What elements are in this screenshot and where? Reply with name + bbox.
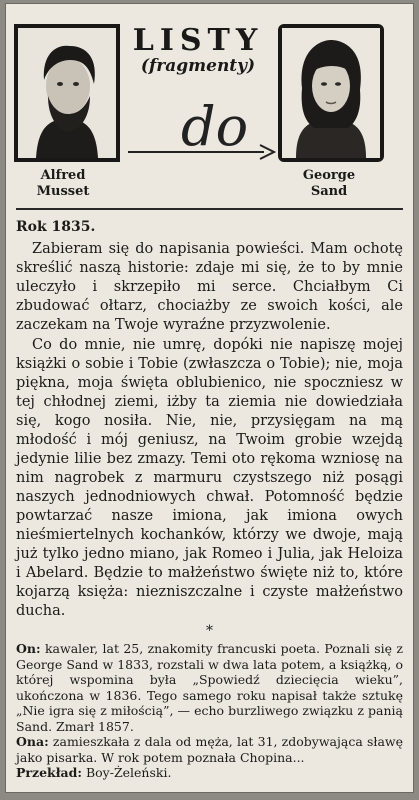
letter-body	[16, 218, 403, 781]
note-text: kawaler, lat 25, znakomity francuski poeta. Poznali się z George Sand w 1833, rozstali w dwa lata potem, a książką, o której wspomina była „Spowiedź dziecięcia wieku”, ukończona w 1836. Tego samego roku napisał także sztukę „Nie igra się z miłością”, — echo burzliwego związku z panią Sand. Zmarł 1857.	[16, 641, 403, 734]
author-name-sand	[274, 168, 384, 200]
first-name: Alfred	[40, 168, 86, 183]
note-label: On:	[16, 641, 41, 656]
note-text: zamieszkała z dala od męża, lat 31, zdobywająca sławę jako pisarka. W rok potem poznała Chopina...	[16, 734, 403, 765]
letter-date: Rok 1835.	[16, 219, 96, 235]
paragraph: Co do mnie, nie umrę, dopóki nie napiszę mojej książki o sobie i Tobie (zwłaszcza o Tobie); nie, moja piękna, moja święta oblubienico, nie spoczniesz w tej chłodnej ziemi, iżby ta ziemia nie dowiedziała się, kogo nosiła. Nie, nie, przysięgam na mą młodość i mój geniusz, na Twoim grobie wzejdą jedynie lilie bez zmazy. Temi oto rękoma wzniosę na nim nagrobek z marmuru czystszego niż posągi naszych jednodniowych chwał. Potomność będzie powtarzać nasze imiona, jak imiona owych nieśmiertelnych kochanków, którzy we dwoje, mają już tylko jedno miano, jak Romeo i Julia, jak Heloiza i Abelard. Będzie to małżeństwo święte niż to, które kojarzą księża: niezniszczalne i czyste małżeństwo ducha.	[16, 337, 403, 619]
note-on	[16, 641, 403, 734]
author-name-musset	[8, 168, 118, 200]
portrait-george-sand	[278, 24, 384, 162]
biographical-notes	[16, 641, 403, 781]
note-ona	[16, 734, 403, 765]
last-name: Musset	[36, 184, 90, 199]
title-fragmenty: (fragmenty)	[140, 56, 256, 76]
headline	[124, 24, 272, 76]
section-separator: *	[206, 623, 213, 639]
note-label: Przekład:	[16, 765, 82, 780]
portrait-alfred-musset	[14, 24, 120, 162]
connector-do: do	[181, 95, 249, 158]
title-listy: LISTY	[132, 23, 264, 58]
first-name: George	[302, 168, 356, 183]
note-translation	[16, 765, 403, 781]
newspaper-clipping	[6, 4, 413, 792]
paragraph: Zabieram się do napisania powieści. Mam ochotę skreślić naszą historie: zdaje mi się, że to by mnie uleczyło i skrzepiło mi serce. Chciałbym Ci zbudować ołtarz, chociażby ze swoich kości, ale zaczekam na Twoje wyraźne przyzwolenie.	[16, 241, 403, 333]
last-name: Sand	[310, 184, 348, 199]
arrow-right-icon	[124, 136, 276, 166]
sand-engraving-icon	[282, 28, 380, 158]
musset-engraving-icon	[18, 28, 116, 158]
header-divider	[16, 208, 403, 210]
note-text: Boy-Żeleński.	[85, 765, 172, 780]
note-label: Ona:	[16, 734, 49, 749]
